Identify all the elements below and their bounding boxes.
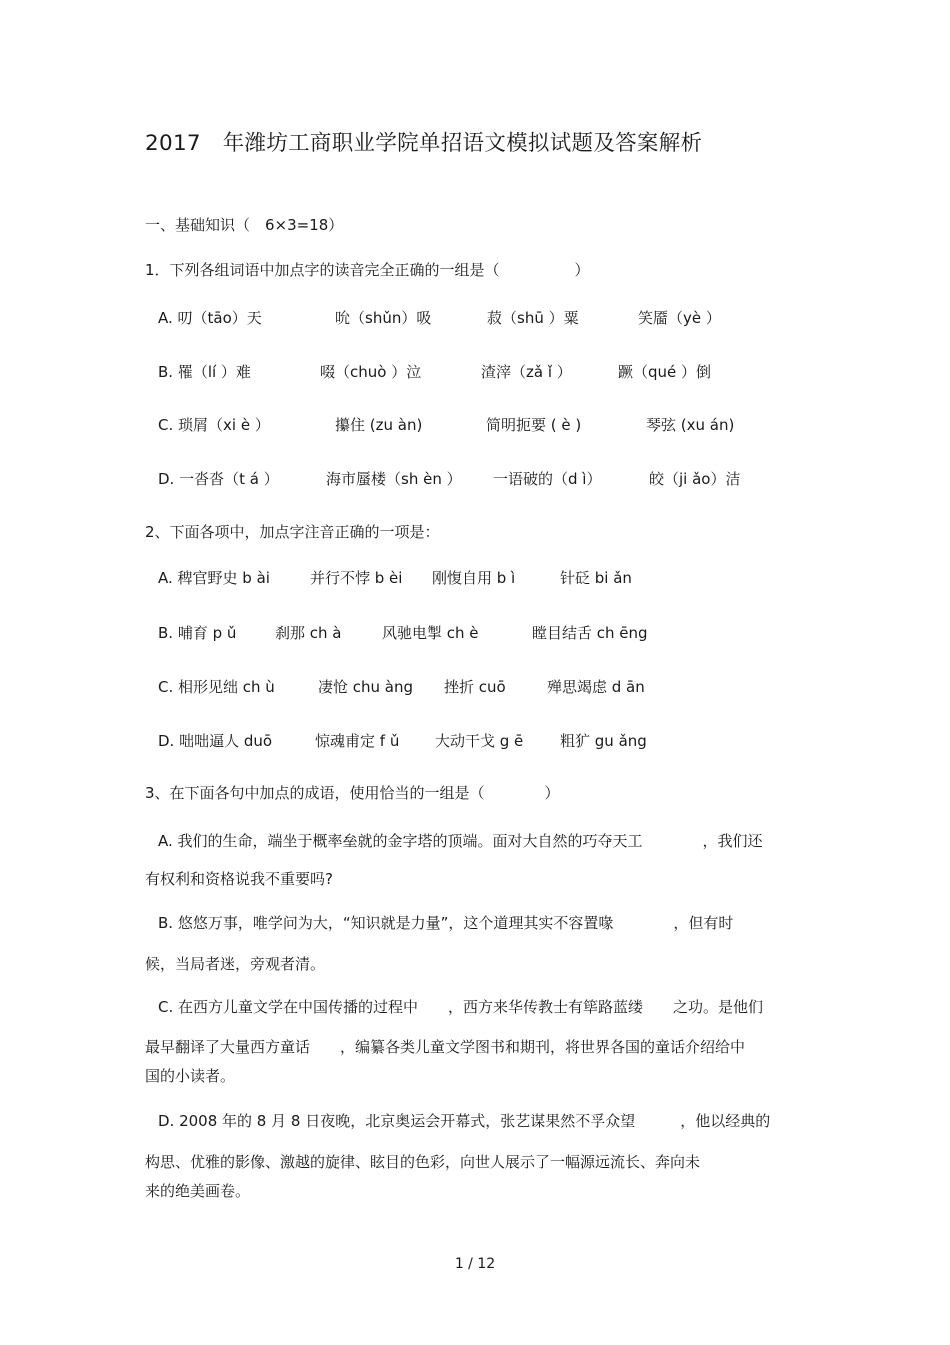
page-number: 1 / 12: [454, 1256, 496, 1272]
question-1-stem: 1．下列各组词语中加点字的读音完全正确的一组是（ ）: [145, 261, 590, 279]
question-2-stem: 2、下面各项中，加点字注音正确的一项是：: [145, 523, 440, 541]
option-part: 大动干戈 g ē: [435, 732, 524, 750]
question-3-stem: 3、在下面各句中加点的成语，使用恰当的一组是（ ）: [145, 784, 560, 802]
option-part: 粗犷 gu ǎng: [560, 732, 647, 750]
option-line: B. 悠悠万事，唯学问为大，“知识就是力量”，这个道理其实不容置喙 ，但有时: [158, 914, 734, 932]
option-part: 惊魂甫定 f ǔ: [315, 732, 400, 750]
option-part: 挫折 cuō: [444, 678, 506, 696]
option-part: 皎（ji ǎo）洁: [649, 470, 741, 488]
option-part: 渣滓（zǎ ǐ ）: [481, 363, 572, 381]
option-part: A. 稗官野史 b ài: [158, 569, 270, 587]
option-part: C. 相形见绌 ch ù: [158, 678, 275, 696]
option-part: B. 哺育 p ǔ: [158, 624, 237, 642]
option-part: 菽（shū ）粟: [487, 309, 579, 327]
option-line: 国的小读者。: [145, 1067, 236, 1085]
option-part: 针砭 bi ǎn: [560, 569, 632, 587]
option-part: 风驰电掣 ch è: [382, 624, 479, 642]
option-part: 殚思竭虑 d ān: [547, 678, 645, 696]
option-part: 并行不悖 b èi: [310, 569, 403, 587]
option-line: 最早翻译了大量西方童话 ，编纂各类儿童文学图书和期刊，将世界各国的童话介绍给中: [145, 1038, 746, 1056]
option-part: 攥住 (zu àn): [335, 416, 423, 434]
option-part: D. 咄咄逼人 duō: [158, 732, 273, 750]
document-title: 2017 年潍坊工商职业学院单招语文模拟试题及答案解析: [145, 131, 703, 156]
option-part: 笑靥（yè ）: [638, 309, 721, 327]
option-line: 有权利和资格说我不重要吗?: [145, 870, 333, 888]
section-heading: 一、基础知识（ 6×3=18）: [145, 216, 344, 234]
option-part: 吮（shǔn）吸: [335, 309, 432, 327]
option-part: B. 罹（lí ）难: [158, 363, 251, 381]
option-part: 刹那 ch à: [275, 624, 342, 642]
option-line: D. 2008 年的 8 月 8 日夜晚，北京奥运会开幕式，张艺谋果然不孚众望 ，他以经典的: [158, 1112, 771, 1130]
option-line: 候，当局者迷，旁观者清。: [145, 955, 326, 973]
option-line: 来的绝美画卷。: [145, 1182, 251, 1200]
option-part: 海市蜃楼（sh èn ）: [326, 470, 462, 488]
option-line: 构思、优雅的影像、激越的旋律、眩目的色彩，向世人展示了一幅源远流长、奔向未: [145, 1153, 701, 1171]
option-part: D. 一沓沓（t á ）: [158, 470, 279, 488]
option-part: 简明扼要 ( è ): [486, 416, 582, 434]
option-part: 琴弦 (xu án): [646, 416, 735, 434]
option-part: C. 琐屑（xi è ）: [158, 416, 270, 434]
option-part: 凄怆 chu àng: [318, 678, 414, 696]
option-part: 瞠目结舌 ch ēng: [532, 624, 648, 642]
option-line: A. 我们的生命，端坐于概率垒就的金字塔的顶端。面对大自然的巧夺天工 ，我们还: [158, 832, 763, 850]
option-part: 蹶（qué ）倒: [618, 363, 712, 381]
option-part: 啜（chuò ）泣: [320, 363, 422, 381]
option-part: 一语破的（d ì）: [493, 470, 602, 488]
option-line: C. 在西方儿童文学在中国传播的过程中 ，西方来华传教士有筚路蓝缕 之功。是他们: [158, 998, 764, 1016]
option-part: 刚愎自用 b ì: [432, 569, 516, 587]
option-part: A. 叨（tāo）天: [158, 309, 262, 327]
